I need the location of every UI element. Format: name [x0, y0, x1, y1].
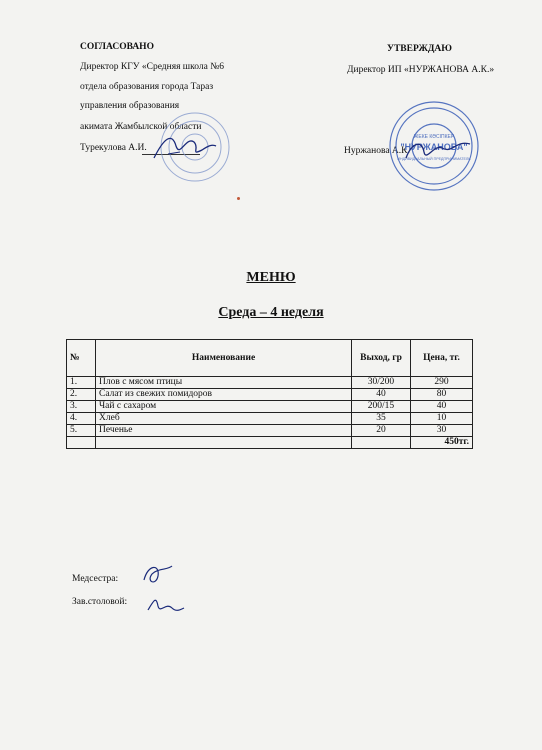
right-line-1: Директор ИП «НУРЖАНОВА А.К.»	[347, 65, 495, 75]
header-price: Цена, тг.	[411, 340, 473, 377]
cell-num: 2.	[67, 389, 96, 401]
cell-total: 450тг.	[411, 437, 473, 449]
cell-price: 30	[411, 425, 473, 437]
stamp-upper-text: ЖЕКЕ КӘСІПКЕР	[413, 134, 455, 140]
cell-output: 40	[352, 389, 411, 401]
cell-output: 35	[352, 413, 411, 425]
cell-empty	[67, 437, 96, 449]
left-line-3: управления образования	[80, 101, 180, 111]
nurse-label: Медсестра:	[72, 574, 119, 584]
table-total-row	[67, 437, 473, 449]
cell-price: 40	[411, 401, 473, 413]
cell-num: 3.	[67, 401, 96, 413]
cell-output: 20	[352, 425, 411, 437]
table-row	[67, 425, 473, 437]
stamp-center-text: "НУРЖАНОВА"	[400, 142, 468, 152]
page-subtitle: Среда – 4 неделя	[218, 305, 324, 320]
left-line-1: Директор КГУ «Средняя школа №6	[80, 62, 225, 72]
left-line-2: отдела образования города Тараз	[80, 82, 214, 92]
left-signer: Турекулова А.И.	[80, 143, 147, 153]
canteen-head-label: Зав.столовой:	[72, 597, 128, 607]
right-heading: УТВЕРЖДАЮ	[387, 44, 452, 54]
cell-empty	[352, 437, 411, 449]
left-heading: СОГЛАСОВАНО	[80, 42, 154, 52]
table-row	[67, 389, 473, 401]
page-title: МЕНЮ	[246, 270, 296, 285]
right-signature	[400, 130, 480, 170]
ink-dot	[237, 197, 240, 200]
cell-name: Чай с сахаром	[96, 401, 352, 413]
cell-empty	[96, 437, 352, 449]
left-signature	[150, 128, 220, 168]
header-name: Наименование	[96, 340, 352, 377]
header-num: №	[67, 340, 96, 377]
cell-price: 10	[411, 413, 473, 425]
stamp-lower-text: ИНДИВИДУАЛЬНЫЙ ПРЕДПРИНИМАТЕЛЬ	[397, 157, 471, 161]
cell-name: Хлеб	[96, 413, 352, 425]
cell-output: 200/15	[352, 401, 411, 413]
table-row	[67, 413, 473, 425]
cell-name: Салат из свежих помидоров	[96, 389, 352, 401]
cell-num: 1.	[67, 377, 96, 389]
footer-signatures	[138, 560, 188, 622]
cell-output: 30/200	[352, 377, 411, 389]
cell-num: 5.	[67, 425, 96, 437]
table-row	[67, 377, 473, 389]
table-row	[67, 401, 473, 413]
right-signer: Нуржанова А.К.	[344, 146, 410, 156]
table-header-row	[67, 340, 473, 377]
cell-name: Плов с мясом птицы	[96, 377, 352, 389]
left-line-4: акимата Жамбылской области	[80, 122, 202, 132]
menu-table	[66, 339, 473, 449]
cell-name: Печенье	[96, 425, 352, 437]
cell-price: 80	[411, 389, 473, 401]
cell-num: 4.	[67, 413, 96, 425]
cell-price: 290	[411, 377, 473, 389]
header-output: Выход, гр	[352, 340, 411, 377]
